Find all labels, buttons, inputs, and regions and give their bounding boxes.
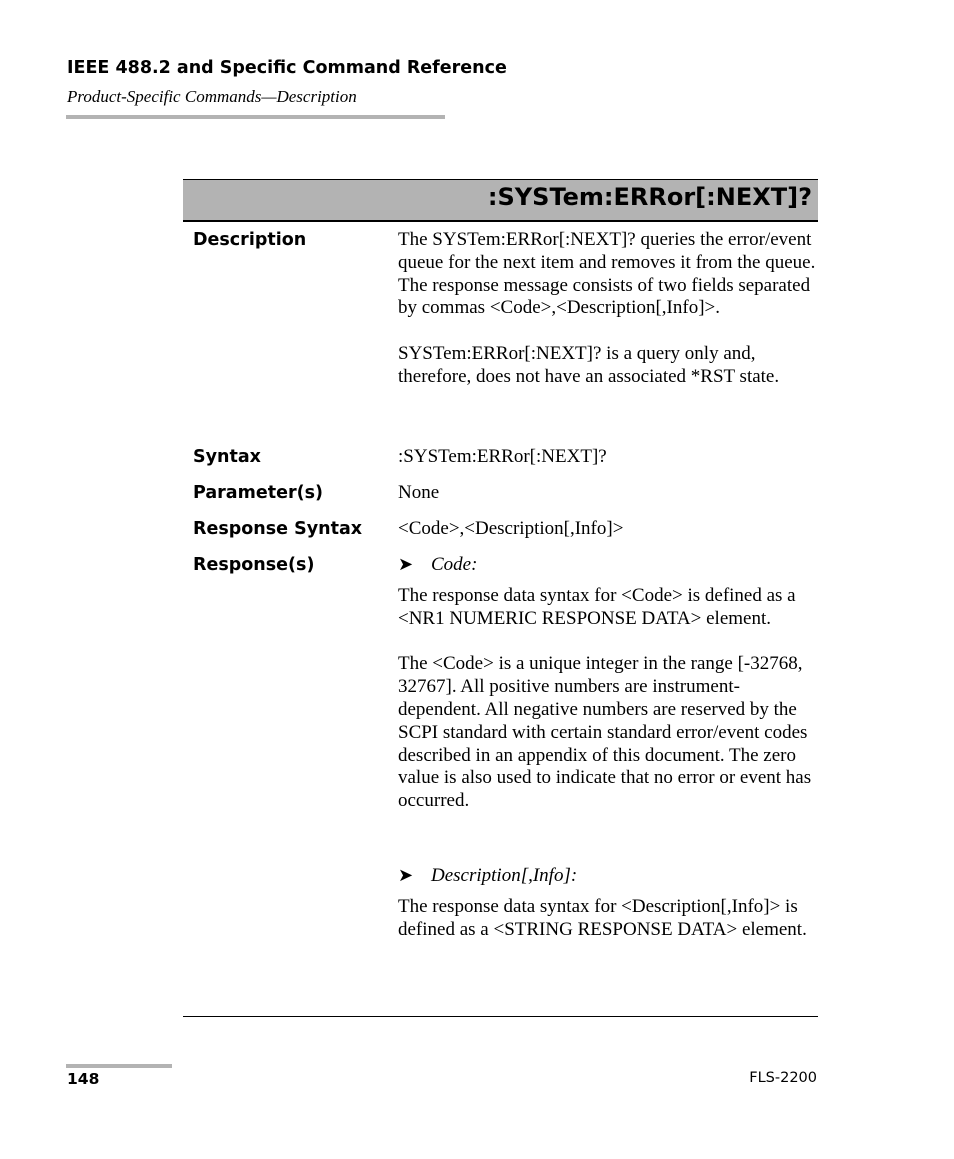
code-paragraph-2: The <Code> is a unique integer in the range [-32768, 32767]. All positive numbers are instrument-dependent. All negative numbers are reserved by the SCPI standard with certain standard error/event codes described in an appendix of this document. The zero value is also used to indicate that no error or event has occurred. [398, 653, 812, 812]
syntax-value: :SYSTem:ERRor[:NEXT]? [398, 446, 607, 467]
code-heading: Code: [431, 554, 478, 575]
description-info-bullet [398, 865, 577, 887]
code-paragraph-1: The response data syntax for <Code> is defined as a <NR1 NUMERIC RESPONSE DATA> element. [398, 585, 796, 629]
parameters-label: Parameter(s) [193, 483, 323, 503]
header-rule [66, 115, 445, 119]
command-title: :SYSTem:ERRor[:NEXT]? [487, 183, 812, 211]
arrow-bullet-icon: ➤ [398, 865, 414, 885]
description-paragraph-2: SYSTem:ERRor[:NEXT]? is a query only and, therefore, does not have an associated *RST state. [398, 342, 780, 387]
response-syntax-label: Response Syntax [193, 519, 363, 539]
description-label: Description [193, 230, 307, 250]
table-bottom-rule [183, 1016, 818, 1017]
description-info-heading: Description[,Info]: [431, 865, 578, 886]
description-info-text [398, 896, 818, 942]
description-text [398, 229, 818, 389]
product-name: FLS-2200 [749, 1070, 817, 1086]
running-header-title: IEEE 488.2 and Specific Command Reference [67, 58, 507, 78]
command-title-bar [183, 179, 818, 222]
page-number: 148 [67, 1070, 100, 1088]
responses-label: Response(s) [193, 555, 315, 575]
arrow-bullet-icon: ➤ [398, 554, 414, 574]
code-text [398, 585, 818, 813]
footer-rule [66, 1064, 172, 1068]
running-header-subtitle: Product-Specific Commands—Description [67, 87, 357, 106]
code-bullet [398, 554, 477, 576]
response-syntax-value: <Code>,<Description[,Info]> [398, 518, 624, 539]
description-paragraph-1: The SYSTem:ERRor[:NEXT]? queries the error/event queue for the next item and removes it from the queue. The response message consists of two fields separated by commas <Code>,<Description[,Info]>. [398, 229, 816, 319]
syntax-label: Syntax [193, 447, 261, 467]
parameters-value: None [398, 482, 440, 503]
description-info-paragraph: The response data syntax for <Description[,Info]> is defined as a <STRING RESPONSE DATA> element. [398, 896, 807, 940]
